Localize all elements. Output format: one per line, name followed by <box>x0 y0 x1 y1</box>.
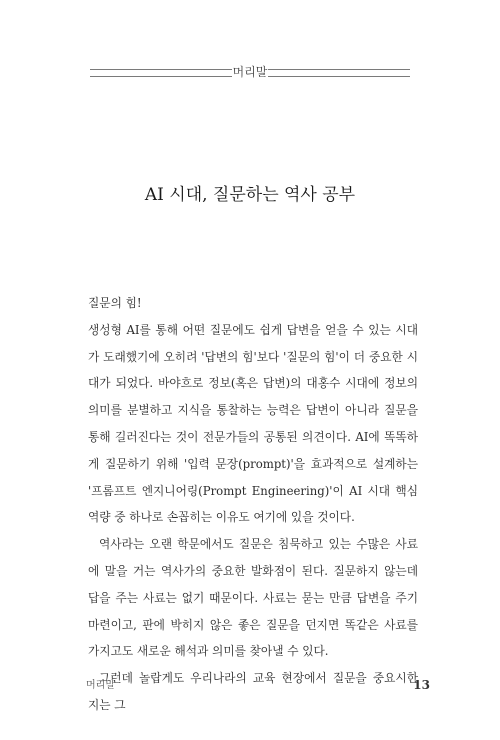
header-rule-left <box>90 69 232 77</box>
paragraph-lead: 질문의 힘! <box>88 296 142 310</box>
body-text <box>88 290 418 719</box>
running-head: 머리말 <box>232 65 268 79</box>
footer-section-label: 머리말 <box>86 680 115 691</box>
page-number: 13 <box>413 678 430 692</box>
chapter-title: AI 시대, 질문하는 역사 공부 <box>144 185 356 206</box>
paragraph: 그런데 놀랍게도 우리나라의 교육 현장에서 질문을 중요시한 지는 그 <box>88 671 418 712</box>
paragraph: 역사라는 오랜 학문에서도 질문은 침묵하고 있는 수많은 사료에 말을 거는 역사가의 중요한 발화점이 된다. 질문하지 않는데 답을 주는 사료는 없기 때문이다. 사료는 묻는 만큼 답변을 주기 마련이고, 판에 박히지 않은 좋은 질문을 던지면 똑같은 사료를 가지고도 새로운 해석과 의미를 찾아낼 수 있다. <box>88 537 418 659</box>
paragraph: 생성형 AI를 통해 어떤 질문에도 쉽게 답변을 얻을 수 있는 시대가 도래했기에 오히려 '답변의 힘'보다 '질문의 힘'이 더 중요한 시대가 되었다. 바야흐로 정보(혹은 답변)의 대홍수 시대에 정보의 의미를 분별하고 지식을 통찰하는 능력은 답변이 아니라 질문을 통해 길러진다는 것이 전문가들의 공통된 의견이다. AI에 똑똑하게 질문하기 위해 '입력 문장(prompt)'을 효과적으로 설계하는 '프롬프트 엔지니어링(Prompt Engineering)'이 AI 시대 핵심 역량 중 하나로 손꼽히는 이유도 여기에 있을 것이다. <box>88 322 418 525</box>
header-rule-right <box>268 69 410 77</box>
